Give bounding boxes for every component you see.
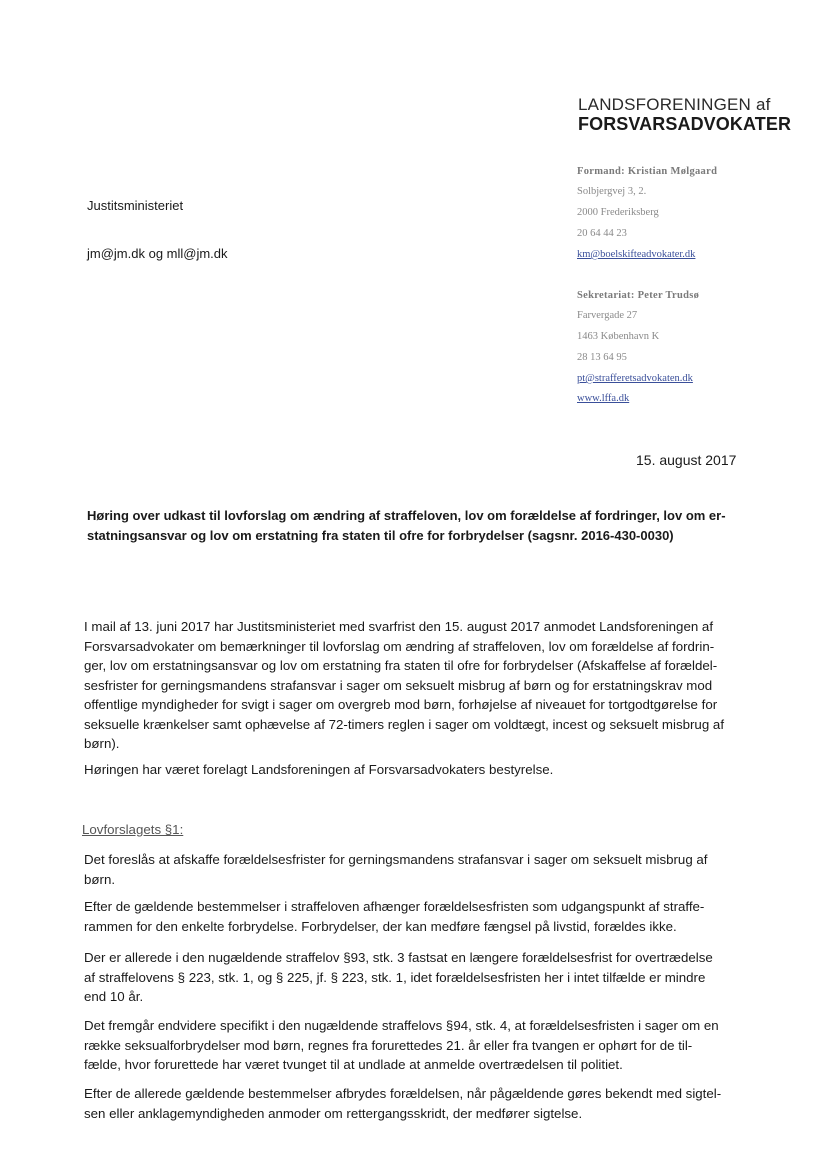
sender-chair-address1: Solbjergvej 3, 2. <box>577 186 647 197</box>
sender-sec-phone: 28 13 64 95 <box>577 352 627 363</box>
recipient-name: Justitsministeriet <box>87 198 184 213</box>
letterhead-logo-suffix: af <box>755 95 771 114</box>
sender-sec-email-link[interactable]: pt@strafferetsadvokaten.dk <box>577 373 693 384</box>
sender-website-link[interactable]: www.lffa.dk <box>577 393 630 404</box>
body-line: sesfrister for gerningsmandens strafansvar i sager om seksuelt misbrug af børn og for erstatningskrav mod <box>84 677 713 693</box>
sender-chair-phone: 20 64 44 23 <box>577 228 627 239</box>
body-paragraph-1 <box>84 617 724 754</box>
body-line: række seksualforbrydelser mod børn, regnes fra forurettedes 21. år eller fra tvangen er ophørt for de til- <box>84 1037 693 1053</box>
body-paragraph-6 <box>84 1016 724 1075</box>
body-line: Efter de gældende bestemmelser i straffeloven afhænger forældelsesfristen som udgangspunkt af straffe- <box>84 899 705 914</box>
letterhead-logo-line2: FORSVARSADVOKATER <box>578 114 792 134</box>
body-line: børn. <box>84 871 116 887</box>
body-line: I mail af 13. juni 2017 har Justitsministeriet med svarfrist den 15. august 2017 anmodet Landsforeningen af <box>84 619 714 634</box>
letterhead-logo-main: LANDSFORENINGEN <box>578 95 752 114</box>
sender-sec-address1: Farvergade 27 <box>577 310 638 321</box>
body-paragraph-7 <box>84 1084 724 1123</box>
sender-secretariat: Sekretariat: Peter Trudsø <box>577 290 700 301</box>
sender-sec-address2: 1463 København K <box>577 331 660 342</box>
sender-chair-email-link[interactable]: km@boelskifteadvokater.dk <box>577 249 696 260</box>
body-line: børn). <box>84 736 120 751</box>
letter-date: 15. august 2017 <box>636 452 737 468</box>
letter-subject <box>87 506 727 546</box>
body-paragraph-3 <box>84 850 724 889</box>
body-line: ger, lov om erstatningsansvar og lov om erstatning fra staten til ofre for forbrydelser (Afskaffelse af forældel- <box>84 658 718 673</box>
body-line: sen eller anklagemyndigheden anmoder om rettergangsskridt, der medfører sigtelse. <box>84 1105 583 1121</box>
body-line: af straffelovens § 223, stk. 1, og § 225, jf. § 223, stk. 1, idet forældelsesfristen her i intet tilfælde er mindre <box>84 969 706 985</box>
section-heading: Lovforslagets §1: <box>82 822 184 837</box>
body-line: rammen for den enkelte forbrydelse. Forbrydelser, der kan medføre fængsel på livstid, forældes ikke. <box>84 918 677 934</box>
body-line: fælde, hvor forurettede har været tvunget til at undlade at anmelde overtrædelsen til politiet. <box>84 1057 623 1072</box>
sender-chair: Formand: Kristian Mølgaard <box>577 166 718 177</box>
subject-line: Høring over udkast til lovforslag om ændring af straffeloven, lov om forældelse af fordringer, lov om er- <box>87 508 726 523</box>
body-paragraph-4 <box>84 897 724 936</box>
body-line: Der er allerede i den nugældende straffelov §93, stk. 3 fastsat en længere forældelsesfrist for overtrædelse <box>84 950 713 965</box>
recipient-emails: jm@jm.dk og mll@jm.dk <box>87 246 228 261</box>
body-line: Efter de allerede gældende bestemmelser afbrydes forældelsen, når pågældende gøres bekendt med sigtel- <box>84 1086 722 1101</box>
body-line: offentlige myndigheder for svigt i sager om overgreb mod børn, forhøjelse af niveauet for tortgodtgørelse for <box>84 697 718 712</box>
sender-chair-address2: 2000 Frederiksberg <box>577 207 659 218</box>
body-line: end 10 år. <box>84 989 144 1004</box>
letterhead-logo-line1 <box>578 95 771 115</box>
body-paragraph-2: Høringen har været forelagt Landsforeningen af Forsvarsadvokaters bestyrelse. <box>84 762 554 777</box>
subject-line: statningsansvar og lov om erstatning fra staten til ofre for forbrydelser (sagsnr. 2016-430-0030) <box>87 528 674 543</box>
body-line: Forsvarsadvokater om bemærkninger til lovforslag om ændring af straffeloven, lov om forældelse af fordrin- <box>84 638 715 654</box>
body-line: Det foreslås at afskaffe forældelsesfrister for gerningsmandens strafansvar i sager om seksuelt misbrug af <box>84 852 708 867</box>
body-line: seksuelle krænkelser samt ophævelse af 72-timers reglen i sager om voldtægt, incest og seksuelt misbrug af <box>84 716 725 732</box>
body-paragraph-5 <box>84 948 724 1007</box>
body-line: Det fremgår endvidere specifikt i den nugældende straffelovs §94, stk. 4, at forældelsesfristen i sager om en <box>84 1018 719 1033</box>
